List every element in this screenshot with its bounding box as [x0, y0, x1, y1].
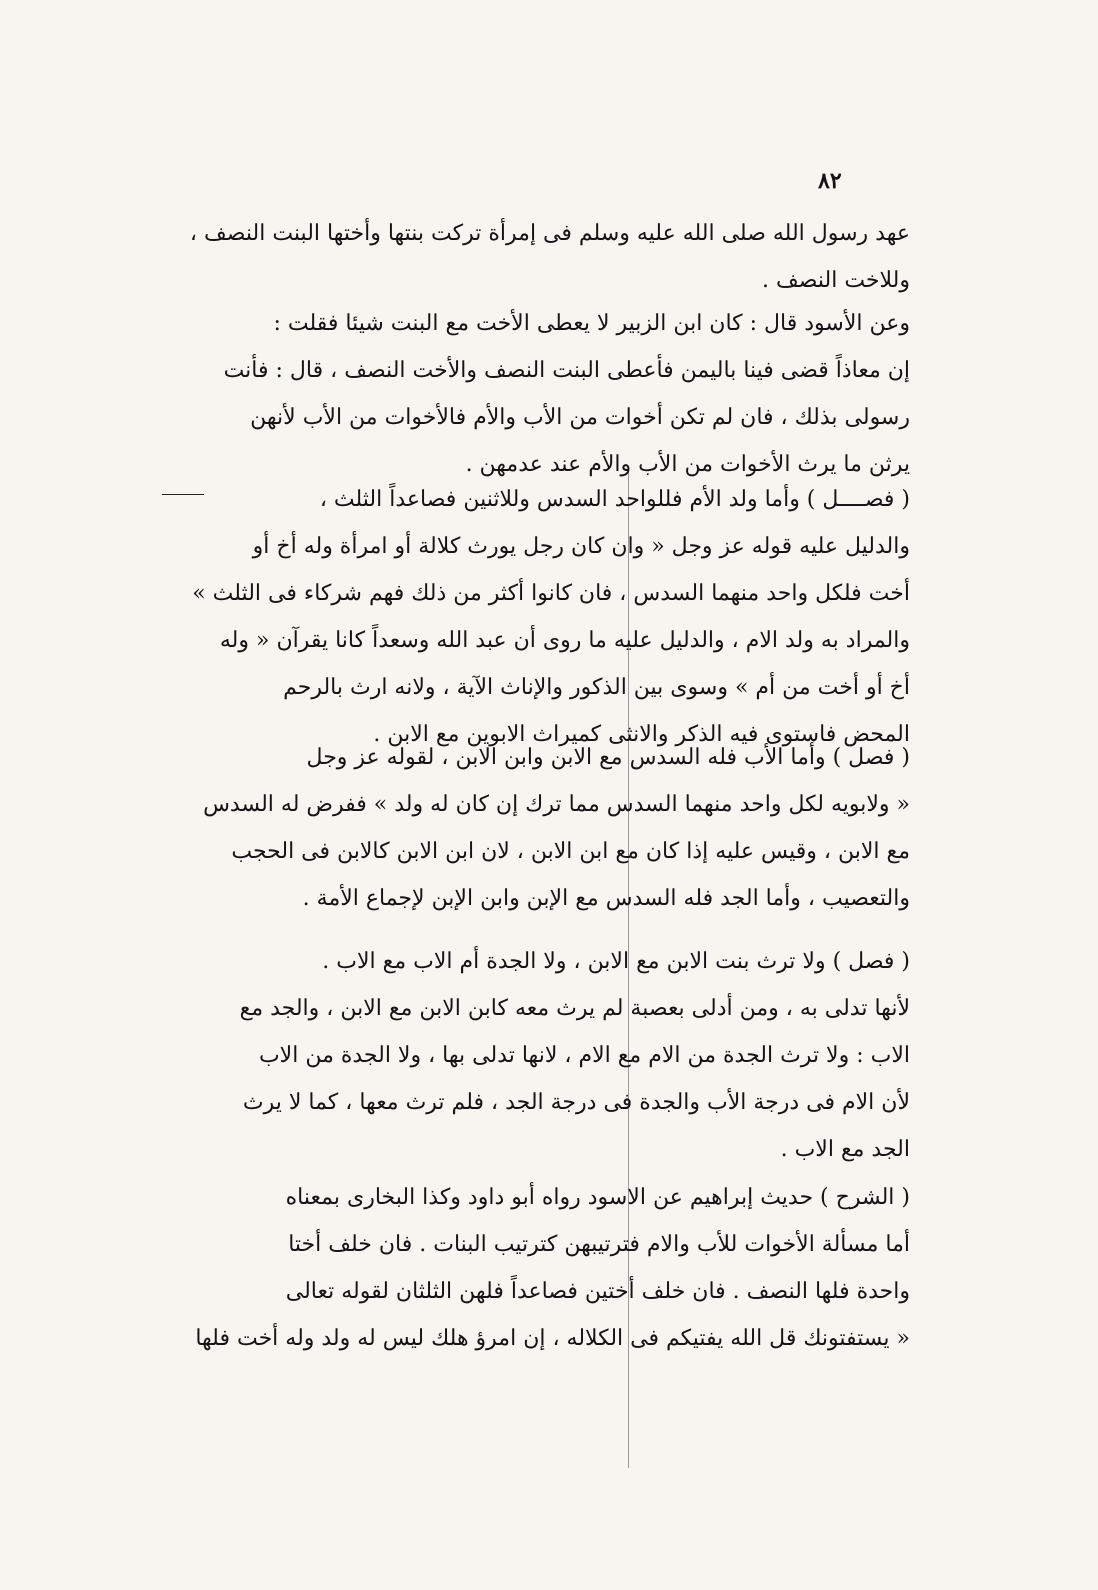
- text-line: عهد رسول الله صلى الله عليه وسلم فى إمرأة تركت بنتها وأختها البنت النصف ،: [189, 221, 910, 246]
- text-line: إن معاذاً قضى فينا باليمن فأعطى البنت النصف والأخت النصف ، قال : فأنت: [223, 358, 910, 383]
- text-line: ( فصل ) ولا ترث بنت الابن مع الابن ، ولا الجدة أم الاب مع الاب .: [322, 949, 910, 974]
- page-number: ٨٢: [818, 168, 842, 194]
- text-line: والدليل عليه قوله عز وجل « وان كان رجل يورث كلالة أو امرأة وله أخ أو: [252, 534, 910, 559]
- text-line: لأنها تدلى به ، ومن أدلى بعصبة لم يرث معه كابن الابن مع الابن ، والجد مع: [239, 996, 910, 1021]
- text-line: أخ أو أخت من أم » وسوى بين الذكور والإناث الآية ، ولانه ارث بالرحم: [283, 675, 910, 700]
- text-line: المحض فاستوى فيه الذكر والانثى كميراث الابوين مع الابن .: [373, 722, 910, 747]
- text-line: « ولابويه لكل واحد منهما السدس مما ترك إن كان له ولد » ففرض له السدس: [203, 792, 910, 817]
- text-line: لأن الام فى درجة الأب والجدة فى درجة الجد ، فلم ترث معها ، كما لا يرث: [242, 1090, 910, 1115]
- text-line: « يستفتونك قل الله يفتيكم فى الكلاله ، إن امرؤ هلك ليس له ولد وله أخت فلها: [195, 1326, 910, 1351]
- text-line: الجد مع الاب .: [780, 1137, 910, 1162]
- text-line: وللاخت النصف .: [762, 268, 910, 293]
- text-line: وعن الأسود قال : كان ابن الزبير لا يعطى الأخت مع البنت شيئا فقلت :: [273, 311, 910, 336]
- paragraph-3: [188, 476, 910, 758]
- text-line: والتعصيب ، وأما الجد فله السدس مع الإبن وابن الإبن لإجماع الأمة .: [302, 886, 910, 911]
- paragraph-4: [188, 734, 910, 922]
- text-line: والمراد به ولد الام ، والدليل عليه ما روى أن عبد الله وسعداً كانا يقرآن « وله: [219, 628, 910, 653]
- text-line: أما مسألة الأخوات للأب والام فترتيبهن كترتيب البنات . فان خلف أختا: [288, 1232, 910, 1257]
- text-line: مع الابن ، وقيس عليه إذا كان مع ابن الابن ، لان ابن الابن كالابن فى الحجب: [231, 839, 910, 864]
- text-line: رسولى بذلك ، فان لم تكن أخوات من الأب والأم فالأخوات من الأب لأنهن: [250, 405, 910, 430]
- paragraph-commentary: [188, 1174, 910, 1362]
- text-line: واحدة فلها النصف . فان خلف أختين فصاعداً فلهن الثلثان لقوله تعالى: [285, 1279, 910, 1304]
- text-line: ( فصل ) وأما الأب فله السدس مع الابن وابن الابن ، لقوله عز وجل: [306, 745, 910, 770]
- text-line: يرثن ما يرث الأخوات من الأب والأم عند عدمهن .: [465, 452, 910, 477]
- paragraph-2: [188, 300, 910, 488]
- paragraph-5: [188, 938, 910, 1173]
- paragraph-1: [188, 210, 910, 304]
- text-line: أخت فلكل واحد منهما السدس ، فان كانوا أكثر من ذلك فهم شركاء فى الثلث »: [192, 581, 910, 606]
- text-line: الاب : ولا ترث الجدة من الام مع الام ، لانها تدلى بها ، ولا الجدة من الاب: [258, 1043, 910, 1068]
- text-line: ( الشرح ) حديث إبراهيم عن الاسود رواه أبو داود وكذا البخارى بمعناه: [285, 1185, 910, 1210]
- text-line: ( فصــــل ) وأما ولد الأم فللواحد السدس وللاثنين فصاعداً الثلث ،: [319, 487, 910, 512]
